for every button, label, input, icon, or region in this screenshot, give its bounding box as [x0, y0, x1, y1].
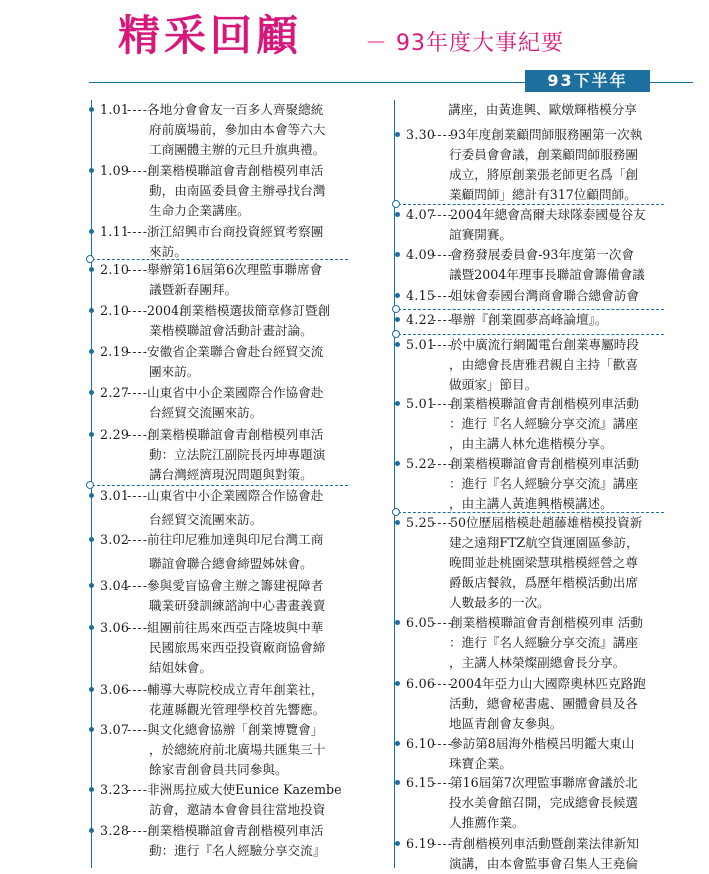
timeline-entry [86, 780, 348, 820]
entry-text-line: 講座，由黃進興、歐燉輝楷模分享 [448, 102, 637, 117]
timeline-ring-marker [392, 200, 400, 208]
date-leader: ---- [432, 207, 454, 222]
entry-date: 3.28 [100, 823, 130, 838]
timeline-dot [395, 520, 400, 525]
date-leader: ---- [432, 836, 454, 851]
entry-date: 2.19 [100, 344, 130, 359]
timeline-entry [86, 576, 348, 616]
timeline-dot [89, 229, 94, 234]
timeline-dot [89, 687, 94, 692]
date-leader: ---- [432, 288, 454, 303]
timeline-entry [392, 245, 664, 285]
date-leader: ---- [432, 312, 454, 327]
entry-date: 6.05 [406, 615, 436, 630]
entry-text-line: 山東省中小企業國際合作協會赴 [147, 385, 324, 400]
period-badge: 93下半年 [525, 70, 650, 92]
entry-text-line: 非洲馬拉威大使Eunice Kazembe [147, 782, 342, 797]
entry-text-line: ，由總會長唐雅君親自主持「歡喜 [449, 357, 638, 372]
entry-text-line: 成立，將原創業張老師更名爲「創 [449, 167, 638, 182]
timeline-dot [89, 349, 94, 354]
timeline-dot [89, 828, 94, 833]
timeline-ring-marker [392, 330, 400, 338]
entry-date: 4.22 [406, 312, 436, 327]
timeline-dot [395, 620, 400, 625]
date-leader: ---- [127, 620, 149, 635]
date-leader: ---- [432, 515, 454, 530]
timeline-entry [86, 618, 348, 678]
timeline-entry [392, 674, 664, 734]
entry-text-line: 來訪。 [149, 244, 187, 259]
timeline-ring-marker [86, 481, 94, 489]
entry-date: 5.01 [406, 396, 436, 411]
entry-text-line: 人推薦作業。 [449, 815, 525, 830]
timeline-entry [86, 342, 348, 382]
timeline-dot [89, 390, 94, 395]
entry-text-line: 參與愛盲協會主辦之籌建視障者 [147, 578, 324, 593]
timeline-ring-marker [392, 305, 400, 313]
entry-text-line: 團來訪。 [149, 364, 200, 379]
timeline-entry [86, 100, 348, 160]
entry-text-line: ，於總統府前北廣場共匯集三十 [149, 742, 326, 757]
entry-text-line: 訪會，邀請本會會員往當地投資 [149, 802, 326, 817]
entry-text-line: 創業楷模聯誼會青創楷模列車活 [147, 427, 324, 442]
timeline-ring-marker [392, 508, 400, 516]
entry-date: 3.30 [406, 127, 436, 142]
date-leader: ---- [432, 736, 454, 751]
entry-text-line: 動：進行『名人經驗分享交流』 [149, 843, 326, 858]
entry-text-line: 第16屆第7次理監事聯席會議於北 [450, 775, 638, 790]
entry-text-line: ：進行『名人經驗分享交流』講座 [449, 635, 638, 650]
entry-text-line: 安徽省企業聯合會赴台經貿交流 [147, 344, 324, 359]
entry-text-line: 各地分會會友一百多人齊聚總統 [147, 102, 324, 117]
entry-text-line: 活動，總會秘書處、團體會員及各 [449, 696, 638, 711]
timeline-dot [395, 741, 400, 746]
date-leader: ---- [432, 337, 454, 352]
entry-text-line: 與文化總會協辦「創業博覽會」 [147, 722, 324, 737]
entry-date: 4.15 [406, 288, 436, 303]
timeline-entry [86, 301, 348, 341]
entry-text-line: 議暨2004年理事長聯誼會籌備會議 [449, 267, 645, 282]
entry-text-line: 建之遠翔FTZ航空貨運園區參訪， [449, 535, 639, 550]
timeline-dot [395, 841, 400, 846]
entry-text-line: 創業楷模聯誼會青創楷模列車 活動 [450, 615, 643, 630]
date-leader: ---- [127, 344, 149, 359]
entry-date: 5.01 [406, 337, 436, 352]
entry-text-line: 餘家青創會員共同參與。 [149, 762, 288, 777]
entry-text-line: 演講，由本會監事會召集人王堯倫 [449, 856, 638, 871]
entry-text-line: 議暨新春團拜。 [149, 282, 238, 297]
timeline-dot [395, 212, 400, 217]
entry-date: 1.09 [100, 163, 130, 178]
entry-text-line: 動：立法院江副院長丙坤專題演 [149, 447, 326, 462]
timeline-dot [395, 293, 400, 298]
entry-date: 5.25 [406, 515, 436, 530]
entry-text-line: 生命力企業講座。 [149, 203, 250, 218]
entry-text-line: 山東省中小企業國際合作協會赴 [147, 488, 324, 503]
entry-text-line: 府前廣場前，參加由本會等六大 [149, 122, 326, 137]
entry-text-line: 誼賽開賽。 [449, 227, 512, 242]
entry-date: 1.11 [100, 224, 130, 239]
timeline-entry [392, 613, 664, 673]
entry-date: 1.01 [100, 102, 130, 117]
timeline-entry [392, 773, 664, 833]
timeline-dot [89, 493, 94, 498]
entry-text-line: 組團前往馬來西亞吉隆坡與中華 [147, 620, 324, 635]
date-leader: ---- [127, 532, 149, 547]
date-leader: ---- [127, 488, 149, 503]
timeline-dot [395, 780, 400, 785]
entry-date: 6.10 [406, 736, 436, 751]
timeline-ring-marker [86, 255, 94, 263]
entry-date: 2.27 [100, 385, 130, 400]
timeline-entry [86, 222, 348, 262]
date-leader: ---- [432, 676, 454, 691]
timeline-dot [395, 681, 400, 686]
date-leader: ---- [432, 615, 454, 630]
entry-text-line: 創業楷模聯誼會青創楷模列車活 [147, 163, 324, 178]
entry-text-line: 投水美會館召開，完成總會長候選 [449, 795, 638, 810]
date-leader: ---- [127, 782, 149, 797]
timeline-entry [392, 100, 664, 120]
timeline-dot [395, 401, 400, 406]
timeline-dot [89, 787, 94, 792]
entry-date: 3.23 [100, 782, 130, 797]
date-leader: ---- [127, 102, 149, 117]
entry-date: 4.09 [406, 247, 436, 262]
entry-text-line: ：進行『名人經驗分享交流』講座 [449, 416, 638, 431]
entry-text-line: 青創楷模列車活動暨創業法律新知 [450, 836, 639, 851]
section-subtitle: － 93年度大事紀要 [365, 31, 564, 56]
entry-date: 6.19 [406, 836, 436, 851]
date-leader: ---- [127, 385, 149, 400]
entry-text-line: 會務發展委員會-93年度第一次會 [450, 247, 634, 262]
timeline-entry [392, 454, 664, 514]
entry-text-line: ，由主講人林允進楷模分享。 [449, 436, 613, 451]
timeline-dot [395, 252, 400, 257]
entry-text-line: 93年度創業顧問師服務團第一次執 [450, 127, 643, 142]
entry-text-line: 工商團體主辦的元旦升旗典禮。 [149, 142, 326, 157]
timeline-dot [89, 168, 94, 173]
timeline-entry [392, 286, 664, 306]
date-leader: ---- [127, 303, 149, 318]
entry-text-line: 業顧問師」總計有317位顧問師。 [449, 187, 637, 202]
timeline-entry [86, 260, 348, 300]
timeline-entry [86, 530, 348, 570]
entry-text-line: 2004年總會高爾夫球隊泰國曼谷友 [450, 207, 646, 222]
entry-text-line: 50位歷屆楷模赴趙藤雄楷模投資新 [450, 515, 643, 530]
timeline-entry [392, 734, 664, 774]
timeline-entry [392, 394, 664, 454]
timeline-entry [86, 821, 348, 861]
entry-text-line: 動，由南區委員會主辦尋找台灣 [149, 183, 326, 198]
timeline-dot [395, 132, 400, 137]
entry-text-line: 講台灣經濟現況問題與對策。 [149, 467, 313, 482]
timeline-dot [89, 583, 94, 588]
entry-date: 3.04 [100, 578, 130, 593]
entry-text-line: 浙江紹興市台商投資經貿考察團 [147, 224, 324, 239]
entry-text-line: 台經貿交流團來訪。 [149, 405, 263, 420]
entry-text-line: 行委員會會議，創業顧問師服務團 [449, 147, 638, 162]
entry-text-line: 參訪第8屆海外楷模呂明鑑大東山 [450, 736, 635, 751]
date-leader: ---- [127, 823, 149, 838]
date-leader: ---- [127, 722, 149, 737]
timeline-entry [86, 680, 348, 720]
timeline-entry [86, 161, 348, 221]
timeline-entry [86, 383, 348, 423]
entry-text-line: 輔導大專院校成立青年創業社， [147, 682, 324, 697]
entry-text-line: 台經貿交流團來訪。 [149, 512, 263, 527]
entry-text-line: 爵飯店餐敘，爲歷年楷模活動出席 [449, 575, 638, 590]
entry-text-line: 2004創業楷模選拔簡章修訂暨創 [147, 303, 331, 318]
timeline-entry [86, 425, 348, 485]
timeline-entry [86, 486, 348, 526]
date-leader: ---- [127, 262, 149, 277]
timeline-entry [86, 720, 348, 780]
timeline-dot [395, 461, 400, 466]
entry-date: 3.06 [100, 620, 130, 635]
entry-text-line: ：進行『名人經驗分享交流』講座 [449, 476, 638, 491]
timeline-dot [89, 537, 94, 542]
date-leader: ---- [127, 682, 149, 697]
entry-date: 2.29 [100, 427, 130, 442]
date-leader: ---- [432, 247, 454, 262]
timeline-dot [89, 432, 94, 437]
timeline-dot [89, 107, 94, 112]
entry-date: 3.02 [100, 532, 130, 547]
entry-text-line: 珠寶企業。 [449, 756, 512, 771]
date-leader: ---- [127, 163, 149, 178]
entry-text-line: 舉辦『創業圓夢高峰論壇』。 [450, 312, 608, 327]
entry-text-line: ，由主講人黃進興楷模講述。 [449, 496, 613, 511]
date-leader: ---- [432, 775, 454, 790]
entry-date: 2.10 [100, 303, 130, 318]
timeline-entry [392, 125, 664, 205]
entry-text-line: 聯誼會聯合總會締盟姊妹會。 [149, 556, 313, 571]
entry-date: 6.15 [406, 775, 436, 790]
entry-text-line: 創業楷模聯誼會青創楷模列車活動 [450, 456, 639, 471]
timeline-entry [392, 310, 664, 330]
entry-text-line: 職業研發訓練諮詢中心書畫義賣 [149, 598, 326, 613]
entry-text-line: 做頭家」節目。 [449, 377, 538, 392]
entry-text-line: 晚間並赴桃園梁慧琪楷模經營之尊 [449, 555, 638, 570]
timeline-dot [89, 308, 94, 313]
entry-text-line: 前往印尼雅加達與印尼台灣工商 [147, 532, 324, 547]
entry-date: 4.07 [406, 207, 436, 222]
entry-text-line: 結姐妹會。 [149, 660, 212, 675]
entry-text-line: 業楷模聯誼會活動計畫討論。 [149, 323, 313, 338]
section-title: 精采回顧 [118, 11, 303, 60]
entry-text-line: 舉辦第16屆第6次理監事聯席會 [147, 262, 323, 277]
entry-text-line: 地區青創會友參與。 [449, 716, 563, 731]
timeline-entry [392, 513, 664, 613]
timeline-dot [89, 625, 94, 630]
date-leader: ---- [127, 427, 149, 442]
entry-date: 3.07 [100, 722, 130, 737]
timeline-entry [392, 335, 664, 395]
entry-date: 5.22 [406, 456, 436, 471]
entry-text-line: 姐妹會泰國台灣商會聯合總會訪會 [450, 288, 639, 303]
timeline-dot [89, 727, 94, 732]
entry-text-line: 花蓮縣觀光管理學校首先響應。 [149, 702, 326, 717]
entry-text-line: ，主講人林榮燦副總會長分享。 [449, 655, 626, 670]
entry-text-line: 於中廣流行網闔電台創業專屬時段 [450, 337, 639, 352]
timeline-dot [395, 317, 400, 322]
entry-date: 3.06 [100, 682, 130, 697]
entry-date: 6.06 [406, 676, 436, 691]
date-leader: ---- [432, 396, 454, 411]
entry-text-line: 創業楷模聯誼會青創楷模列車活動 [450, 396, 639, 411]
date-leader: ---- [432, 127, 454, 142]
entry-date: 2.10 [100, 262, 130, 277]
date-leader: ---- [127, 578, 149, 593]
entry-text-line: 2004年亞力山大國際奧林匹克路跑 [450, 676, 646, 691]
entry-text-line: 創業楷模聯誼會青創楷模列車活 [147, 823, 324, 838]
timeline-entry [392, 834, 664, 874]
entry-text-line: 人數最多的一次。 [449, 595, 550, 610]
date-leader: ---- [127, 224, 149, 239]
entry-text-line: 民國旅馬來西亞投資廠商協會締 [149, 640, 326, 655]
timeline-dot [395, 342, 400, 347]
entry-date: 3.01 [100, 488, 130, 503]
date-leader: ---- [432, 456, 454, 471]
timeline-dot [89, 267, 94, 272]
timeline-entry [392, 205, 664, 245]
